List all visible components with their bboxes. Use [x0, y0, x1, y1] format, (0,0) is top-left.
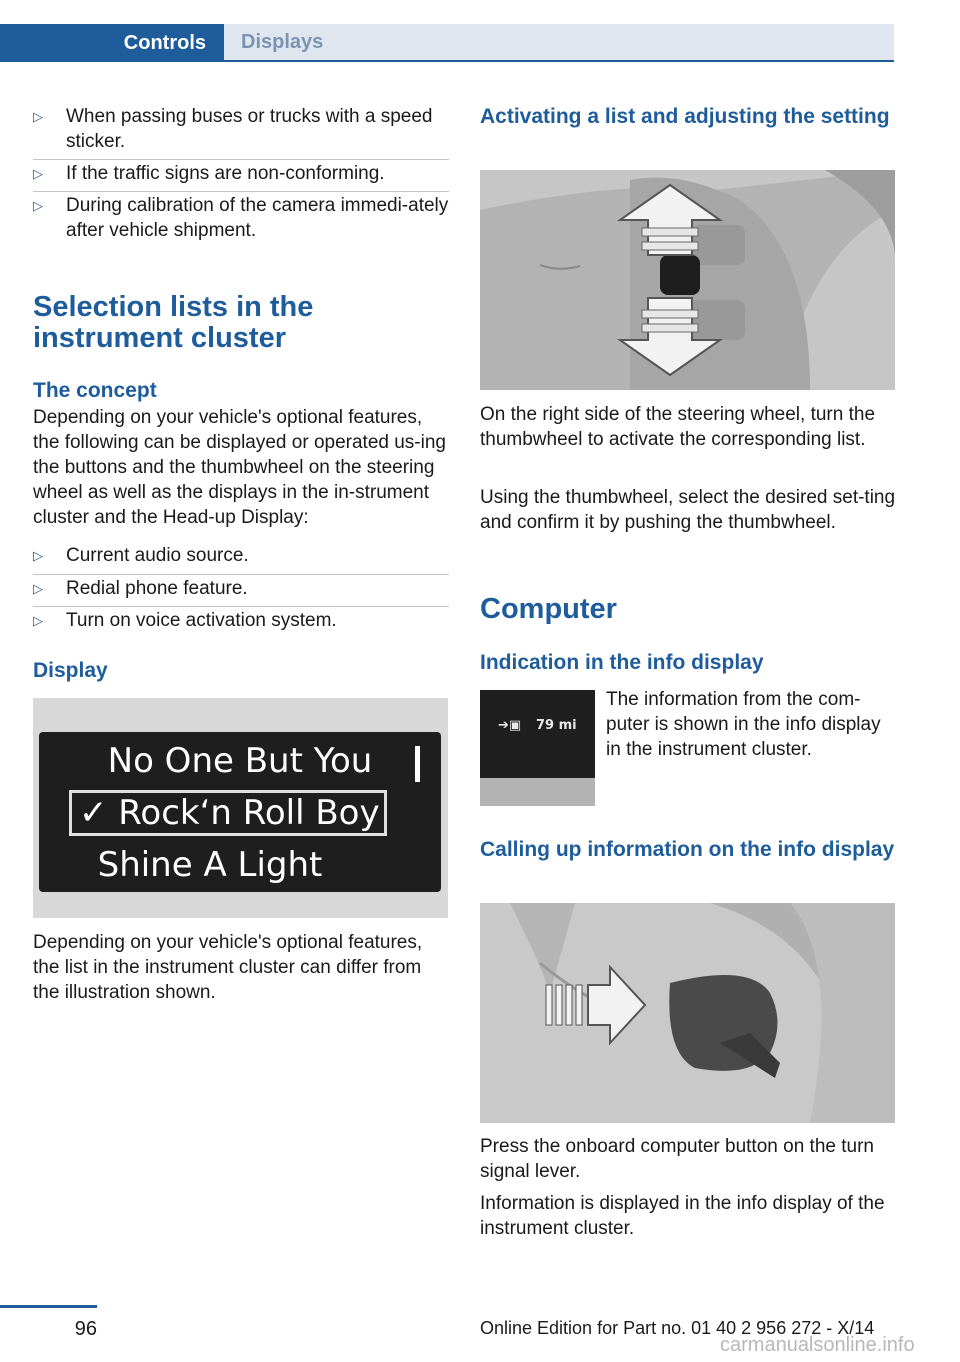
- subsection-title: The concept: [33, 379, 157, 402]
- section-title: Computer: [480, 593, 617, 625]
- list-entry: No One But You: [107, 741, 373, 781]
- paragraph: On the right side of the steering wheel, turn the thumbwheel to activate the corresponding list.: [480, 404, 876, 450]
- paragraph: Press the onboard computer button on the turn signal lever.: [480, 1136, 874, 1182]
- footer-rule: [0, 1305, 97, 1308]
- triangle-bullet-icon: ▷: [33, 548, 43, 563]
- info-display-image: [480, 690, 595, 806]
- tab-displays[interactable]: Displays: [224, 24, 894, 60]
- display-screen: [39, 732, 441, 892]
- range-value: 79 mi: [536, 718, 577, 733]
- fuel-range-icon: ➔▣: [498, 718, 522, 733]
- subsection-title: Activating a list and adjusting the setting: [480, 105, 890, 128]
- tab-controls[interactable]: Controls: [0, 24, 224, 62]
- triangle-bullet-icon: ▷: [33, 166, 43, 181]
- watermark: carmanualsonline.info: [720, 1334, 915, 1356]
- paragraph: Depending on your vehicle's optional features, the following can be displayed or operated us‐ing the buttons and the thumbwheel on the steering wheel as well as the displays in the in‐strument cluster and the Head-up Display:: [33, 407, 446, 528]
- page-number: 96: [74, 1318, 97, 1340]
- info-display-screen: [480, 690, 595, 778]
- triangle-bullet-icon: ▷: [33, 581, 43, 596]
- paragraph: Information is displayed in the info display of the instrument cluster.: [480, 1193, 885, 1239]
- steering-wheel-illustration: [480, 170, 895, 390]
- triangle-bullet-icon: ▷: [33, 109, 43, 124]
- header-rule: [0, 60, 894, 62]
- info-display-bezel: [480, 778, 595, 806]
- instrument-cluster-list-image: [33, 698, 448, 918]
- turn-signal-lever-illustration: [480, 903, 895, 1123]
- list-entry: Shine A Light: [97, 845, 323, 885]
- paragraph: Using the thumbwheel, select the desired set‐ting and confirm it by pushing the thumbwheel.: [480, 487, 896, 533]
- list-entry-selected: ✓ Rock‘n Roll Boy: [79, 793, 380, 833]
- edition-note: Online Edition for Part no. 01 40 2 956 272 - X/14: [480, 1318, 875, 1338]
- triangle-bullet-icon: ▷: [33, 198, 43, 213]
- scrollbar-thumb: [415, 746, 420, 782]
- section-title: Selection lists in the instrument cluster: [33, 291, 314, 354]
- triangle-bullet-icon: ▷: [33, 613, 43, 628]
- paragraph: The information from the com‐puter is shown in the info display in the instrument cluster.: [606, 689, 881, 760]
- steering-wheel-thumbwheel-image: [480, 170, 895, 390]
- turn-signal-lever-image: [480, 903, 895, 1123]
- subsection-title: Display: [33, 659, 108, 682]
- subsection-title: Indication in the info display: [480, 651, 764, 674]
- divider: [33, 606, 449, 607]
- divider: [33, 159, 449, 160]
- paragraph: Depending on your vehicle's optional features, the list in the instrument cluster can differ from the illustration shown.: [33, 932, 423, 1003]
- page-header: [0, 0, 960, 62]
- divider: [33, 191, 449, 192]
- divider: [33, 574, 449, 575]
- subsection-title: Calling up information on the info display: [480, 838, 895, 861]
